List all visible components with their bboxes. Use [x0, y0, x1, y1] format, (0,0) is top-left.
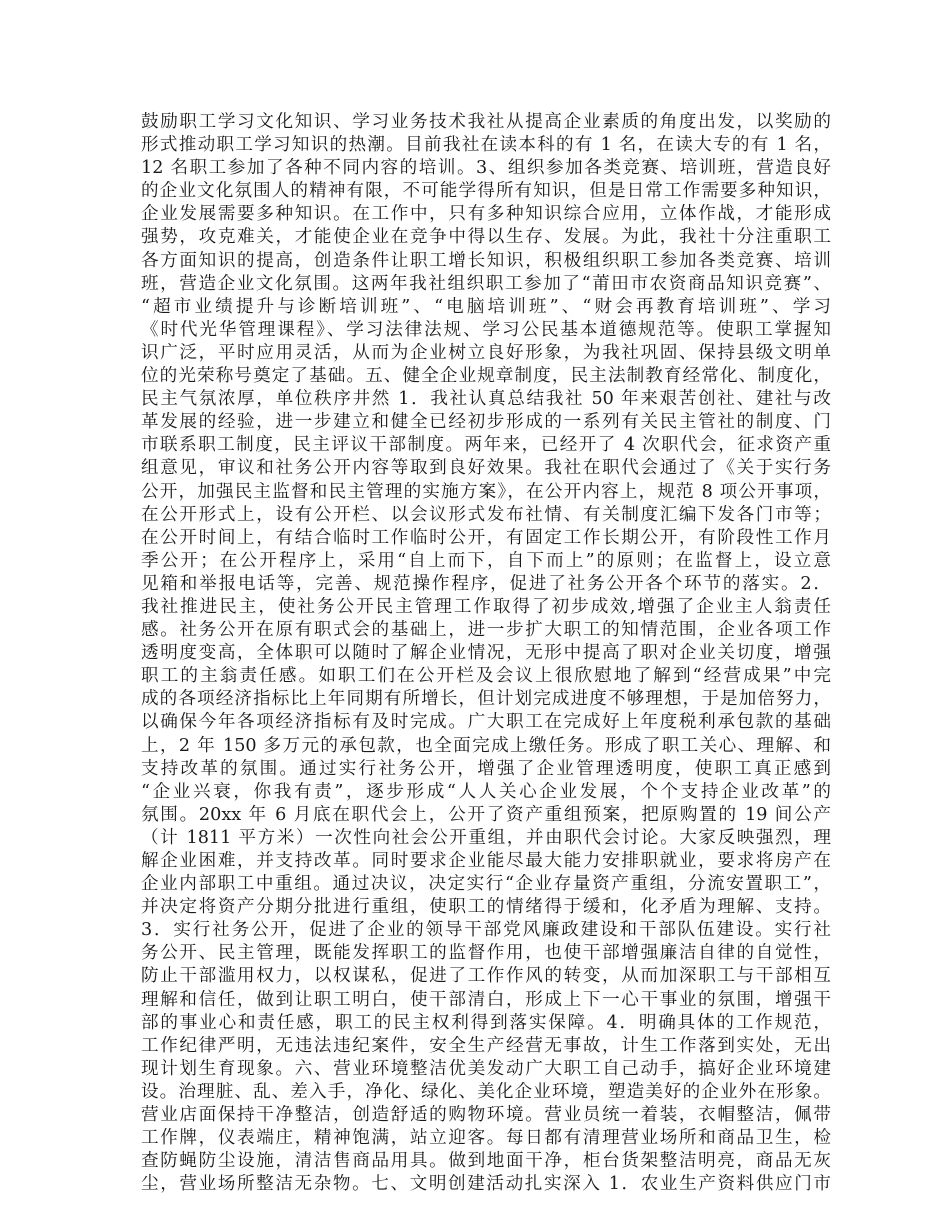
text-line: 我社推进民主，使社务公开民主管理工作取得了初步成效,增强了企业主人翁责任	[141, 596, 831, 617]
text-line: 部的事业心和责任感，职工的民主权利得到落实保障。4．明确具体的工作规范，	[141, 1012, 831, 1033]
text-line: 查防蝇防尘设施，清洁售商品用具。做到地面干净，柜台货架整洁明亮，商品无灰	[141, 1151, 831, 1172]
body-text	[141, 111, 831, 1196]
text-line: 见箱和举报电话等，完善、规范操作程序，促进了社务公开各个环节的落实。2．	[141, 573, 831, 594]
text-line: 班，营造企业文化氛围。这两年我社组织职工参加了“莆田市农资商品知识竞赛”、	[141, 273, 831, 294]
text-line: 成的各项经济指标比上年同期有所增长，但计划完成进度不够理想，于是加倍努力，	[141, 689, 831, 710]
text-line: 尘，营业场所整洁无杂物。七、文明创建活动扎实深入 1．农业生产资料供应门市	[141, 1174, 831, 1195]
text-line: 氛围。20xx 年 6 月底在职代会上，公开了资产重组预案，把原购置的 19 间公产	[141, 804, 831, 825]
text-line: 12 名职工参加了各种不同内容的培训。3、组织参加各类竞赛、培训班，营造良好	[141, 158, 831, 179]
text-line: 上，2 年 150 多万元的承包款，也全面完成上缴任务。形成了职工关心、理解、和	[141, 735, 831, 756]
text-line: （计 1811 平方米）一次性向社会公开重组，并由职代会讨论。大家反映强烈，理	[141, 827, 831, 848]
text-line: 以确保今年各项经济指标有及时完成。广大职工在完成好上年度税利承包款的基础	[141, 712, 831, 733]
text-line: 公开，加强民主监督和民主管理的实施方案》，在公开内容上，规范 8 项公开事项，	[141, 481, 831, 502]
text-line: 市联系职工制度，民主评议干部制度。两年来，已经开了 4 次职代会，征求资产重	[141, 435, 831, 456]
text-line: 季公开；在公开程序上，采用“自上而下，自下而上”的原则；在监督上，设立意	[141, 550, 831, 571]
text-line: 《时代光华管理课程》、学习法律法规、学习公民基本道德规范等。使职工掌握知	[141, 319, 831, 340]
text-line: 的企业文化氛围人的精神有限，不可能学得所有知识，但是日常工作需要多种知识，	[141, 181, 831, 202]
text-line: “超市业绩提升与诊断培训班”、“电脑培训班”、“财会再教育培训班”、学习	[141, 296, 831, 317]
text-line: 位的光荣称号奠定了基础。五、健全企业规章制度，民主法制教育经常化、制度化，	[141, 366, 831, 387]
text-line: 防止干部滥用权力，以权谋私，促进了工作作风的转变，从而加深职工与干部相互	[141, 966, 831, 987]
text-line: 3．实行社务公开，促进了企业的领导干部党风廉政建设和干部队伍建设。实行社	[141, 920, 831, 941]
text-line: 鼓励职工学习文化知识、学习业务技术我社从提高企业素质的角度出发，以奖励的	[141, 112, 831, 132]
text-line: 现计划生育现象。六、营业环境整洁优美发动广大职工自己动手，搞好企业环境建	[141, 1058, 831, 1079]
text-line: 透明度变高，全体职可以随时了解企业情况，无形中提高了职对企业关切度，增强	[141, 643, 831, 664]
text-line: 革发展的经验，进一步建立和健全已经初步形成的一系列有关民主管社的制度、门	[141, 412, 831, 433]
text-line: 企业内部职工中重组。通过决议，决定实行“企业存量资产重组，分流安置职工”，	[141, 874, 831, 895]
text-line: 识广泛，平时应用灵活，从而为企业树立良好形象，为我社巩固、保持县级文明单	[141, 342, 831, 363]
text-line: 在公开形式上，设有公开栏、以会议形式发布社情、有关制度汇编下发各门市等；	[141, 504, 831, 525]
text-line: 在公开时间上，有结合临时工作临时公开，有固定工作长期公开，有阶段性工作月	[141, 527, 831, 548]
text-line: 企业发展需要多种知识。在工作中，只有多种知识综合应用，立体作战，才能形成	[141, 204, 831, 225]
text-line: 并决定将资产分期分批进行重组，使职工的情绪得于缓和，化矛盾为理解、支持。	[141, 897, 831, 918]
text-line: 工作纪律严明，无违法违纪案件，安全生产经营无事故，计生工作落到实处，无出	[141, 1035, 831, 1056]
text-line: 组意见，审议和社务公开内容等取到良好效果。我社在职代会通过了《关于实行务	[141, 458, 831, 479]
text-line: 形式推动职工学习知识的热潮。目前我社在读本科的有 1 名，在读大专的有 1 名，	[141, 135, 831, 156]
text-line: 支持改革的氛围。通过实行社务公开，增强了企业管理透明度，使职工真正感到	[141, 758, 831, 779]
text-line: “企业兴衰，你我有责”，逐步形成“人人关心企业发展，个个支持企业改革”的	[141, 781, 831, 802]
text-line: 民主气氛浓厚，单位秩序井然 1．我社认真总结我社 50 年来艰苦创社、建社与改	[141, 389, 831, 410]
text-line: 职工的主翁责任感。如职工们在公开栏及会议上很欣慰地了解到“经营成果”中完	[141, 666, 831, 687]
text-line: 感。社务公开在原有职式会的基础上，进一步扩大职工的知情范围，企业各项工作	[141, 620, 831, 641]
text-line: 各方面知识的提高，创造条件让职工增长知识，积极组织职工参加各类竞赛、培训	[141, 250, 831, 271]
text-line: 解企业困难，并支持改革。同时要求企业能尽最大能力安排职就业，要求将房产在	[141, 851, 831, 871]
text-line: 营业店面保持干净整洁，创造舒适的购物环境。营业员统一着装，衣帽整洁，佩带	[141, 1105, 831, 1126]
text-line: 设。治理脏、乱、差入手，净化、绿化、美化企业环境，塑造美好的企业外在形象。	[141, 1081, 831, 1102]
text-line: 强势，攻克难关，才能使企业在竞争中得以生存、发展。为此，我社十分注重职工	[141, 227, 831, 248]
text-line: 理解和信任，做到让职工明白，使干部清白，形成上下一心干事业的氛围，增强干	[141, 989, 831, 1010]
text-line: 务公开、民主管理，既能发挥职工的监督作用，也使干部增强廉洁自律的自觉性，	[141, 943, 831, 964]
text-line: 工作牌，仪表端庄，精神饱满，站立迎客。每日都有清理营业场所和商品卫生，检	[141, 1128, 831, 1149]
